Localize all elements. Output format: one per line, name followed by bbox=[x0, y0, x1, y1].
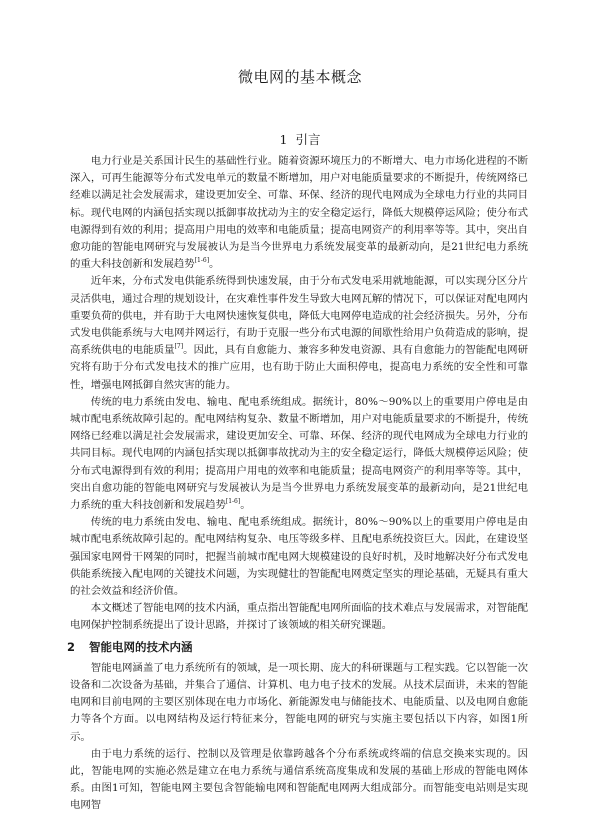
paragraph-4-text: 传统的电力系统由发电、输电、配电系统组成。据统计，80%～90%以上的重要用户停电是由城市配电系统故障引起的。配电网结构复杂、电压等级多样、且配电系统投资巨大。因此，在建设坚强国家电网骨干网架的同时，把握当前城市配电网大规模建设的良好时机，及时地解决好分布式发电供能系统接入配电网的关键技术问题，为实现健壮的智能配电网奠定坚实的理论基础，无疑具有重大的社会效益和经济价值。 bbox=[70, 516, 528, 598]
paragraph-2 bbox=[70, 273, 528, 393]
paragraph-2-tail: 。因此，具有自愈能力、兼容多种发电资源、具有自愈能力的智能配电网研究将有助于分布式发电技术的推广应用，也有助于防止大面积停电，提高电力系统的安全性和可靠性，增强电网抵御自然灾害的能力。 bbox=[70, 344, 529, 391]
paragraph-5-text: 本文概述了智能电网的技术内涵，重点指出智能配电网所面临的技术难点与发展需求，对智能配电网保护控制系统提出了设计思路，并探讨了该领域的相关研究课题。 bbox=[70, 602, 528, 632]
citation: [1-6] bbox=[225, 498, 241, 506]
paragraph-3-text: 传统的电力系统由发电、输电、配电系统组成。据统计，80%～90%以上的重要用户停电是由城市配电系统故障引起的。配电网结构复杂、数量不断增加，用户对电能质量要求的不断提升，传统网络已经难以满足社会发展需求，建设更加安全、可靠、环保、经济的现代电网成为全球电力行业的共同目标。现代电网的内涵包括实现以抵御事故扰动为主的安全稳定运行，降低大规模停运风险；使分布式电源得到有效的利用；提高用户用电的效率和电能质量；提高电网资产的利用率等等。其中，突出自愈功能的智能电网研究与发展被认为是当今世界电力系统发展变革的最新动向，是21世纪电力系统的重大科技创新和发展趋势 bbox=[70, 395, 528, 512]
citation: [1-6] bbox=[194, 257, 210, 265]
paragraph-3 bbox=[70, 394, 528, 514]
section-1-number: 1 bbox=[279, 132, 288, 147]
paragraph-3-tail: 。 bbox=[240, 499, 251, 512]
paragraph-5 bbox=[70, 600, 528, 634]
document-title: 微电网的基本概念 bbox=[237, 68, 362, 86]
section-1-title: 引言 bbox=[295, 132, 321, 147]
paragraph-1-text: 电力行业是关系国计民生的基础性行业。随着资源环境压力的不断增大、电力市场化进程的不断深入，可再生能源等分布式发电单元的数量不断增加，用户对电能质量要求的不断提升，传统网络已经难以满足社会发展需求，建设更加安全、可靠、环保、经济的现代电网成为全球电力行业的共同目标。现代电网的内涵包括实现以抵御事故扰动为主的安全稳定运行，降低大规模停运风险；使分布式电源得到有效的利用；提高用户用电的效率和电能质量；提高电网资产的利用率等等。其中，突出自愈功能的智能电网研究与发展被认为是当今世界电力系统发展变革的最新动向，是21世纪电力系统的重大科技创新和发展趋势 bbox=[70, 155, 528, 271]
document-body bbox=[67, 153, 529, 815]
citation: [7] bbox=[174, 343, 184, 351]
paragraph-1-tail: 。 bbox=[209, 258, 220, 271]
paragraph-1 bbox=[70, 153, 528, 273]
paragraph-2-text: 近年来，分布式发电供能系统得到快速发展，由于分布式发电采用就地能源，可以实现分区分片灵活供电，通过合理的规划设计，在灾难性事件发生导致大电网瓦解的情况下，可以保证对配电网内重要负荷的供电，并有助于大电网快速恢复供电，降低大电网停电造成的社会经济损失。另外，分布式发电供能系统与大电网并网运行，有助于克服一些分布式电源的间歇性给用户负荷造成的影响，提高系统供电的电能质量 bbox=[70, 275, 528, 357]
paragraph-4 bbox=[70, 514, 528, 600]
paragraph-6: 智能电网涵盖了电力系统所有的领域，是一项长期、庞大的科研课题与工程实践。它以智能一次设备和二次设备为基础，并集合了通信、计算机、电力电子技术的发展。从技术层面讲，未来的智能电网和目前电网的主要区别体现在电力市场化、新能源发电与储能技术、电能质量、以及电网自愈能力等各个方面。以电网结构及运行特征来分，智能电网的研究与实施主要包括以下内容，如图1所示。 bbox=[70, 661, 528, 743]
section-2-heading bbox=[67, 638, 528, 656]
section-1-heading bbox=[0, 130, 600, 148]
section-2-number: 2 bbox=[67, 639, 76, 654]
section-2-title: 智能电网的技术内涵 bbox=[89, 639, 193, 654]
paragraph-7: 由于电力系统的运行、控制以及管理是依靠跨越各个分布系统或终端的信息交换来实现的。因此，智能电网的实施必然是建立在电力系统与通信系统高度集成和发展的基础上形成的智能电网体系。由图1可知，智能电网主要包含智能输电网和智能配电网两大组成部分。而智能变电站则是实现电网智 bbox=[70, 747, 528, 812]
